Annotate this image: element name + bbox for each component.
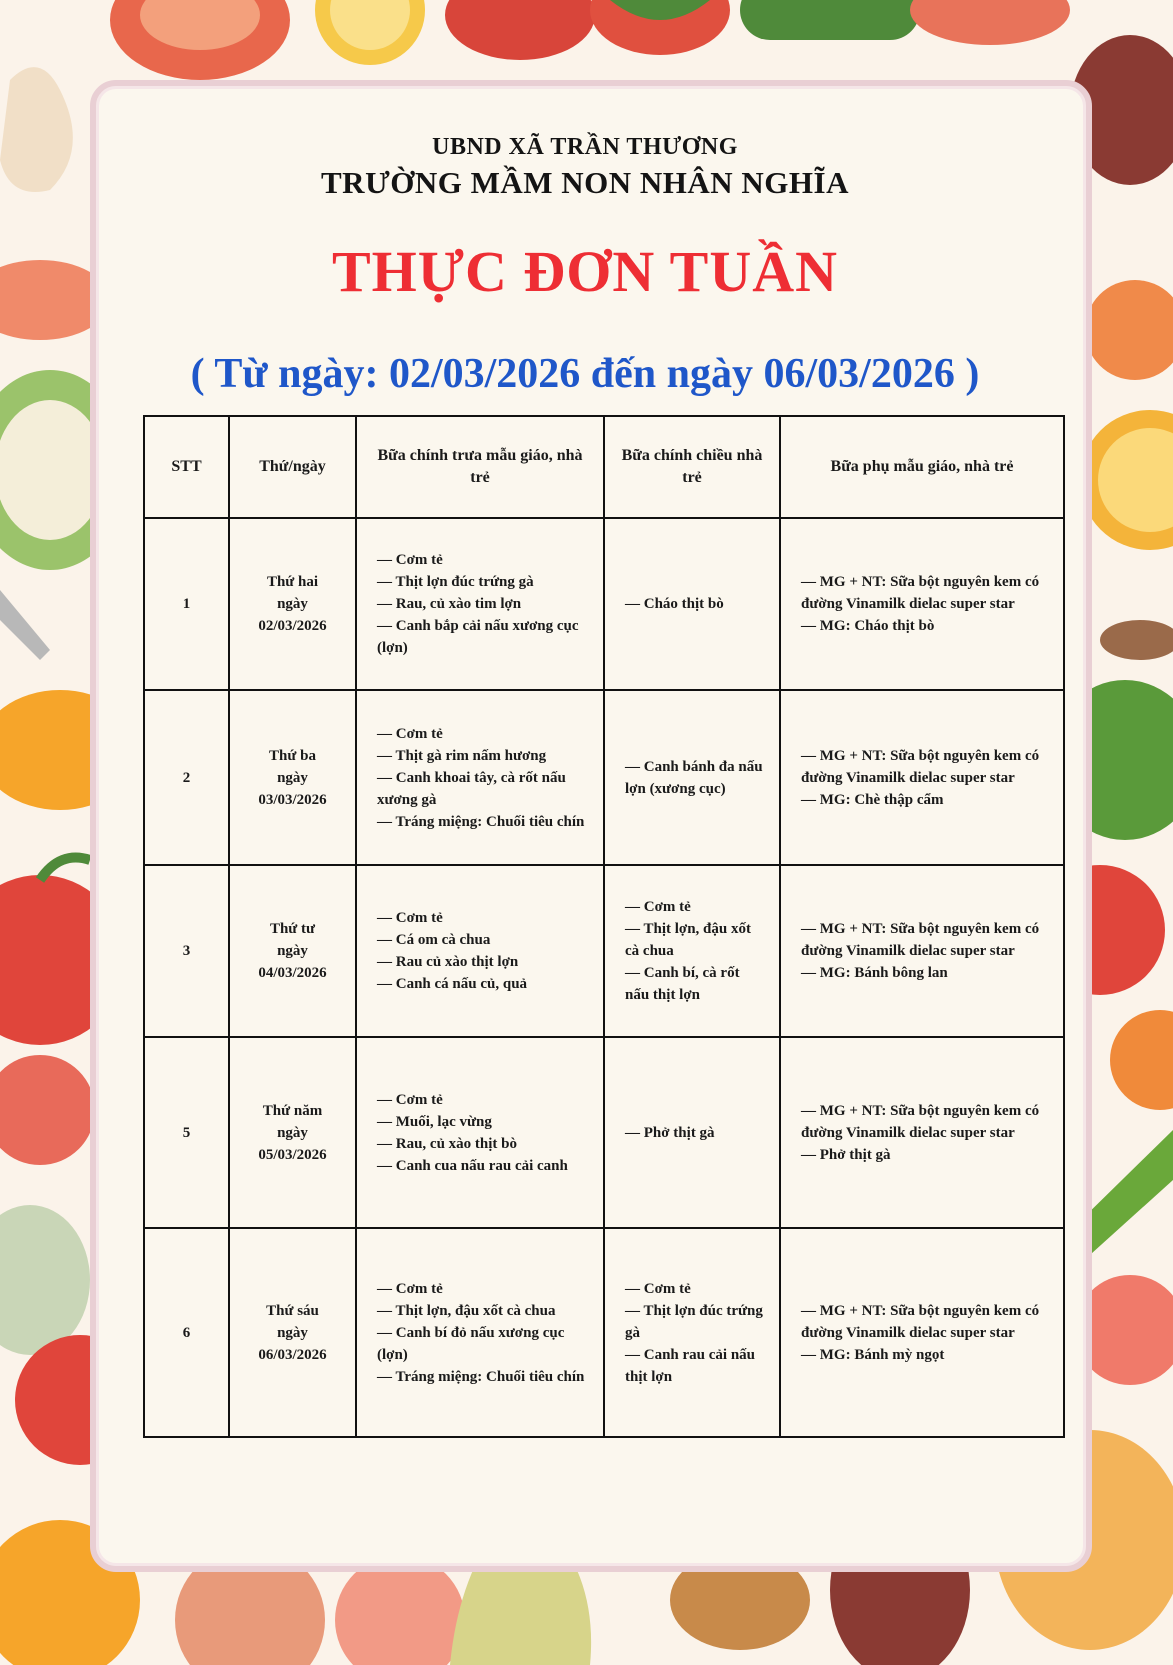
cell-day (229, 1037, 356, 1228)
school-name: TRƯỜNG MẦM NON NHÂN NGHĨA (321, 165, 849, 200)
cell-day (229, 865, 356, 1037)
cell-snack-line: — MG + NT: Sữa bột nguyên kem có đường Vinamilk dielac super star (801, 574, 1040, 612)
column-header-day: Thứ/ngày (229, 416, 356, 518)
cell-stt (144, 690, 229, 865)
pomegranate-illustration (0, 1055, 95, 1165)
cell-lunch (356, 1228, 604, 1437)
cell-afternoon-line: — Cơm tẻ (625, 1280, 691, 1297)
cell-lunch-line: — Tráng miệng: Chuối tiêu chín (377, 1368, 585, 1385)
cell-afternoon-line: — Cháo thịt bò (625, 596, 724, 612)
tomato-illustration (445, 0, 595, 60)
garlic-illustration (0, 67, 73, 192)
cell-day-line: ngày (277, 769, 308, 786)
cell-stt-line: 2 (182, 769, 191, 786)
table-header-row (144, 416, 1064, 518)
cell-lunch-line: — Cơm tẻ (377, 725, 443, 742)
cell-stt-line: 6 (182, 1324, 191, 1341)
table-row (144, 690, 1064, 865)
cell-lunch-line: — Muối, lạc vừng (377, 1113, 492, 1130)
cell-afternoon (604, 865, 780, 1037)
cell-snack-line: — MG: Cháo thịt bò (801, 618, 935, 634)
cell-afternoon-line: — Canh rau cải nấu thịt lợn (625, 1346, 756, 1385)
orange-illustration (1110, 1010, 1173, 1110)
cell-afternoon (604, 1228, 780, 1437)
cell-day-line: ngày (277, 1324, 308, 1341)
column-header-afternoon: Bữa chính chiều nhà trẻ (604, 416, 780, 518)
table-row (144, 865, 1064, 1037)
cell-day-line: 04/03/2026 (258, 965, 327, 981)
authority-name: UBND XÃ TRẦN THƯƠNG (432, 134, 738, 160)
cell-lunch-line: — Canh cá nấu củ, quả (377, 976, 528, 992)
cell-lunch-line: — Cá om cà chua (377, 932, 491, 948)
cell-lunch (356, 1037, 604, 1228)
cell-stt-line: 3 (182, 943, 191, 959)
cell-lunch-line: — Thịt lợn đúc trứng gà (377, 574, 534, 590)
cucumber-illustration (740, 0, 920, 40)
cell-lunch-line: — Rau, củ xào thịt bò (377, 1135, 518, 1152)
cell-afternoon-line: — Thịt lợn, đậu xốt cà chua (625, 921, 751, 959)
cell-lunch-line: — Cơm tẻ (377, 1091, 443, 1108)
cell-lunch-line: — Cơm tẻ (377, 552, 443, 568)
peach-illustration (1085, 280, 1173, 380)
cell-afternoon-line: — Canh bí, cà rốt nấu thịt lợn (625, 965, 740, 1003)
cell-lunch-line: — Cơm tẻ (377, 1280, 443, 1297)
cell-afternoon-line: — Thịt lợn đúc trứng gà (625, 1302, 763, 1341)
weekly-menu-table (143, 415, 1065, 1438)
cell-day (229, 1228, 356, 1437)
cell-stt-line: 1 (182, 596, 191, 612)
cell-snack-line: — MG + NT: Sữa bột nguyên kem có đường Vinamilk dielac super star (801, 1302, 1040, 1341)
cell-snack (780, 518, 1064, 690)
cell-lunch-line: — Rau, củ xào tim lợn (377, 596, 522, 612)
page-title: THỰC ĐƠN TUẦN (331, 239, 839, 304)
cell-afternoon (604, 1037, 780, 1228)
cell-snack-line: — MG + NT: Sữa bột nguyên kem có đường Vinamilk dielac super star (801, 1102, 1040, 1141)
cell-lunch-line: — Thịt gà rim nấm hương (377, 747, 547, 764)
cell-stt (144, 518, 229, 690)
cell-day-line: 02/03/2026 (258, 618, 327, 634)
cell-snack-line: — Phở thịt gà (801, 1146, 891, 1163)
cell-lunch-line: — Canh khoai tây, cà rốt nấu xương gà (377, 769, 566, 808)
column-header-lunch: Bữa chính trưa mẫu giáo, nhà trẻ (356, 416, 604, 518)
salmon-illustration (910, 0, 1070, 45)
cell-day-line: 03/03/2026 (258, 791, 327, 808)
table-row (144, 518, 1064, 690)
cell-afternoon (604, 690, 780, 865)
knife-illustration (0, 590, 50, 660)
cell-snack-line: — MG + NT: Sữa bột nguyên kem có đường Vinamilk dielac super star (801, 747, 1040, 786)
cell-day (229, 518, 356, 690)
cell-afternoon (604, 518, 780, 690)
cell-afternoon-line: — Cơm tẻ (625, 899, 691, 915)
table-row (144, 1037, 1064, 1228)
cell-lunch-line: — Tráng miệng: Chuối tiêu chín (377, 813, 585, 830)
cell-day-line: Thứ sáu (266, 1302, 319, 1319)
cell-day-line: Thứ tư (269, 921, 316, 937)
cell-lunch (356, 865, 604, 1037)
cell-snack (780, 865, 1064, 1037)
cell-day-line: 06/03/2026 (258, 1346, 327, 1363)
cell-lunch-line: — Canh cua nấu rau cải canh (377, 1157, 568, 1174)
cell-day-line: 05/03/2026 (258, 1146, 327, 1163)
cell-afternoon-line: — Phở thịt gà (625, 1124, 715, 1141)
cell-lunch-line: — Canh bắp cải nấu xương cục (lợn) (377, 618, 579, 656)
cell-snack (780, 1228, 1064, 1437)
cell-lunch-line: — Thịt lợn, đậu xốt cà chua (377, 1302, 556, 1319)
date-range: ( Từ ngày: 02/03/2026 đến ngày 06/03/2026 ) (190, 351, 980, 397)
cell-stt (144, 1037, 229, 1228)
cell-snack (780, 690, 1064, 865)
sack-illustration (0, 1205, 90, 1355)
cell-lunch-line: — Cơm tẻ (377, 910, 443, 926)
mushroom-illustration (1100, 620, 1173, 660)
cell-snack-line: — MG: Bánh bông lan (801, 965, 948, 981)
cell-lunch-line: — Canh bí đỏ nấu xương cục (lợn) (377, 1324, 565, 1363)
column-header-stt: STT (144, 416, 229, 518)
cell-day-line: ngày (277, 943, 308, 959)
column-header-snack: Bữa phụ mẫu giáo, nhà trẻ (780, 416, 1064, 518)
cell-day-line: ngày (277, 596, 308, 612)
cell-day-line: Thứ năm (262, 1102, 323, 1119)
cell-lunch-line: — Rau củ xào thịt lợn (377, 954, 519, 970)
cell-stt (144, 1228, 229, 1437)
cell-snack-line: — MG: Bánh mỳ ngọt (801, 1346, 945, 1363)
cell-day (229, 690, 356, 865)
cell-day-line: Thứ ba (269, 747, 316, 764)
cell-stt-line: 5 (182, 1124, 191, 1141)
cell-lunch (356, 690, 604, 865)
cell-snack-line: — MG: Chè thập cẩm (801, 791, 944, 808)
cell-lunch (356, 518, 604, 690)
cell-stt (144, 865, 229, 1037)
table-row (144, 1228, 1064, 1437)
cell-afternoon-line: — Canh bánh đa nấu lợn (xương cục) (625, 758, 763, 797)
cell-day-line: Thứ hai (266, 574, 319, 590)
cell-snack (780, 1037, 1064, 1228)
cell-snack-line: — MG + NT: Sữa bột nguyên kem có đường Vinamilk dielac super star (801, 921, 1040, 959)
cell-day-line: ngày (277, 1124, 308, 1141)
